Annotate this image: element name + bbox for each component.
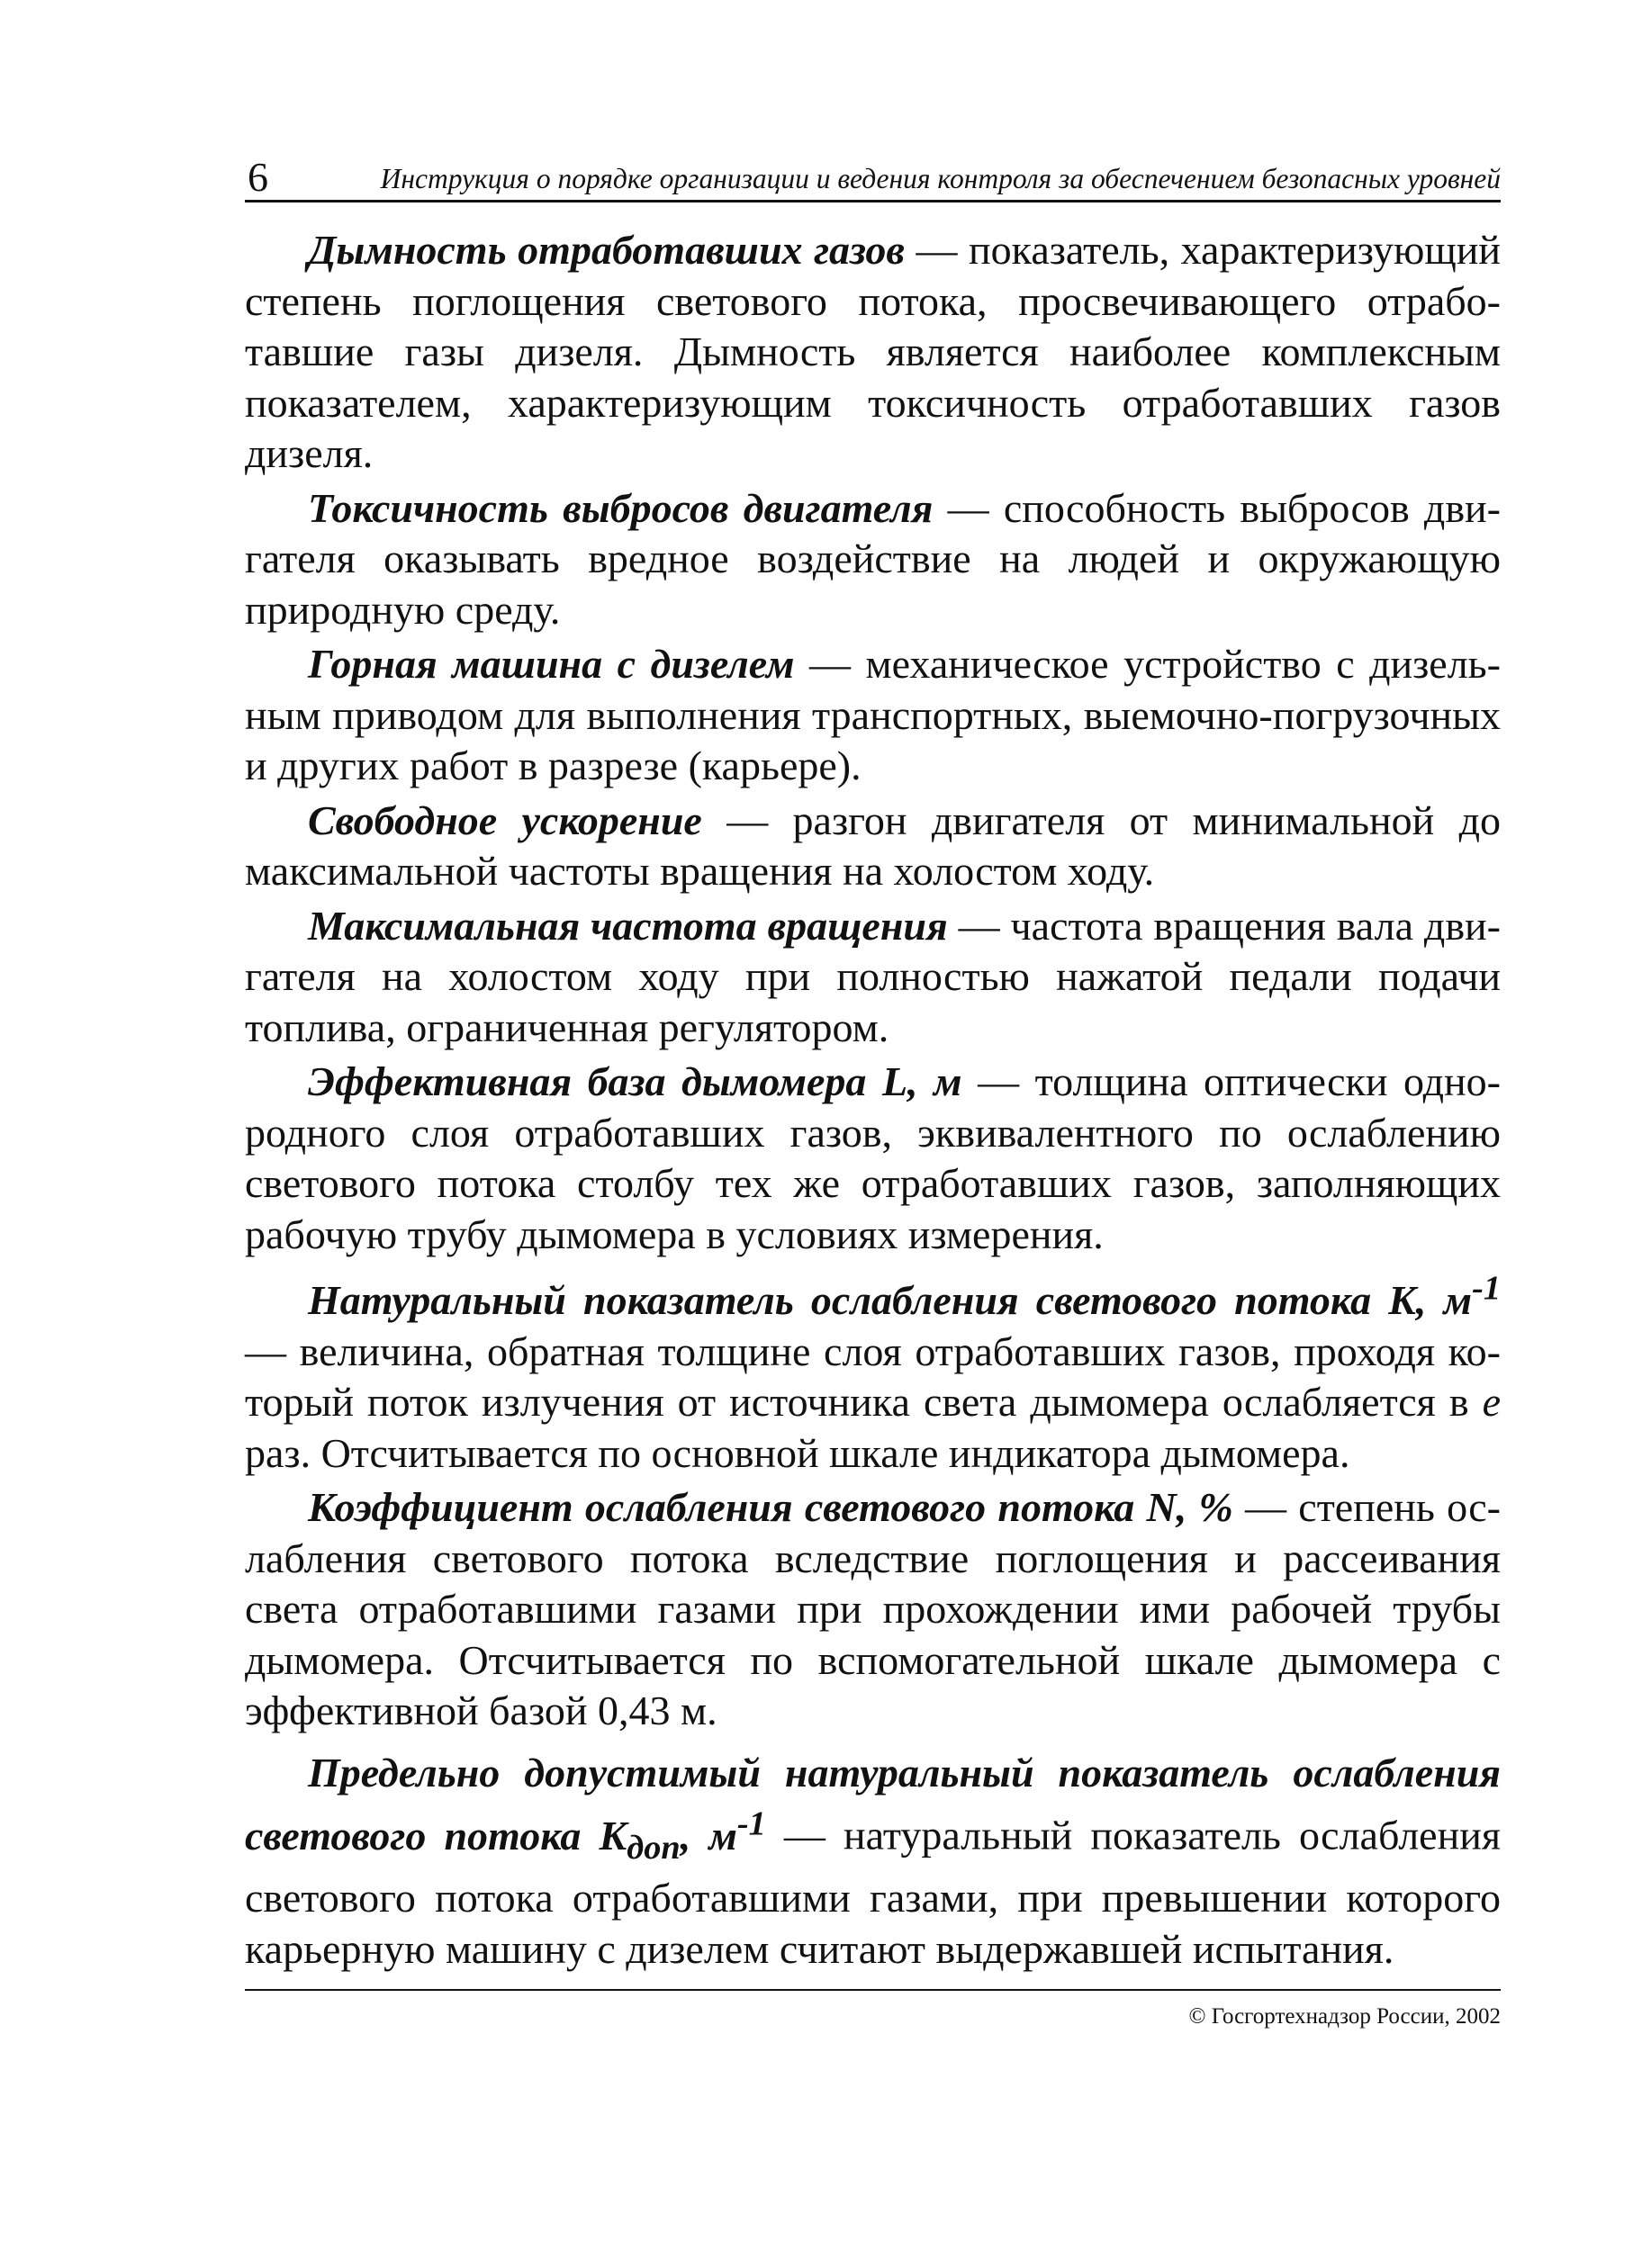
definition-term: Токсичность выбросов двигателя <box>308 484 934 531</box>
definition-paragraph <box>245 483 1501 636</box>
definition-text: — натуральный показатель ослабления светового потока отработавшими газами, при превышении которого карьерную машину с дизелем считают выдержавшей испытания. <box>245 1812 1501 1972</box>
footer-divider <box>245 1989 1501 1991</box>
definition-paragraph <box>245 901 1501 1054</box>
definition-paragraph <box>245 225 1501 480</box>
definition-text: — степень ослабления светового потока вследствие поглощения и рассеивания света отработавшими газами при прохождении ими рабочей трубы дымомера. Отсчитывается по вспомогательной шкале дымомера с эффективной базой 0,43 м. <box>245 1484 1501 1734</box>
definition-term: Эффективная база дымомера L, м <box>308 1058 962 1104</box>
definition-text: — показатель, характеризующий степень поглощения светового потока, просвечивающего отработавшие газы дизеля. Дымность является наиболее комплексным показателем, характеризующим токсичность отработавших газов дизеля. <box>245 227 1501 476</box>
page-header <box>245 155 1501 202</box>
definition-text: — механическое устройство с дизельным приводом для выполнения транспортных, выемочно-погрузочных и других работ в разрезе (карьере). <box>245 641 1501 788</box>
definition-term: Максимальная частота вращения <box>308 902 948 949</box>
definition-paragraph <box>245 1748 1501 1976</box>
term-text-tail: , м <box>680 1812 737 1858</box>
definition-text: — частота вращения вала двигателя на холостом ходу при полностью нажатой педали подачи топлива, ограниченная регулятором. <box>245 902 1501 1050</box>
definition-term <box>308 1270 1501 1324</box>
definition-text: раз. Отсчитывается по основной шкале индикатора дымомера. <box>245 1429 1350 1476</box>
definition-term: Дымность отработавших газов <box>308 227 905 273</box>
definition-paragraph <box>245 796 1501 897</box>
definition-text: — способность выбросов двигателя оказывать вредное воздействие на людей и окружающую природную среду. <box>245 484 1501 633</box>
euler-e: e <box>1482 1379 1501 1426</box>
footer-copyright: © Госгортехнадзор России, 2002 <box>1188 2004 1501 2029</box>
definition-paragraph <box>245 1264 1501 1479</box>
definition-text: — разгон двигателя от минимальной до максимальной частоты вращения на холостом ходу. <box>245 796 1502 894</box>
term-text: Предельно допустимый натуральный показатель ослабления светового потока K <box>245 1749 1501 1858</box>
page-number: 6 <box>248 154 268 200</box>
running-title: Инструкция о порядке организации и ведения контроля за обеспечением безопасных уровней <box>380 162 1501 194</box>
term-text: Натуральный показатель ослабления светового потока K, м <box>308 1277 1473 1324</box>
definition-term: Горная машина с дизелем <box>308 641 795 687</box>
definitions-body <box>245 225 1501 1978</box>
definition-paragraph <box>245 1057 1501 1260</box>
definition-term: Свободное ускорение <box>308 796 702 843</box>
term-superscript: -1 <box>736 1804 766 1843</box>
definition-paragraph <box>245 1482 1501 1737</box>
definition-term: Коэффициент ослабления светового потока N, % <box>308 1484 1233 1531</box>
term-superscript: -1 <box>1472 1270 1501 1308</box>
definition-text: — величина, обратная толщине слоя отработавших газов, проходя который поток излучения от источника света дымомера ослабляется в <box>245 1328 1501 1426</box>
definition-paragraph <box>245 639 1501 792</box>
definition-text: — толщина оптически однородного слоя отработавших газов, эквивалентного по ослаблению светового потока столбу тех же отработавших газов, заполняющих рабочую трубу дымомера в условиях измерения. <box>245 1058 1501 1257</box>
term-subscript: доп <box>627 1828 681 1867</box>
